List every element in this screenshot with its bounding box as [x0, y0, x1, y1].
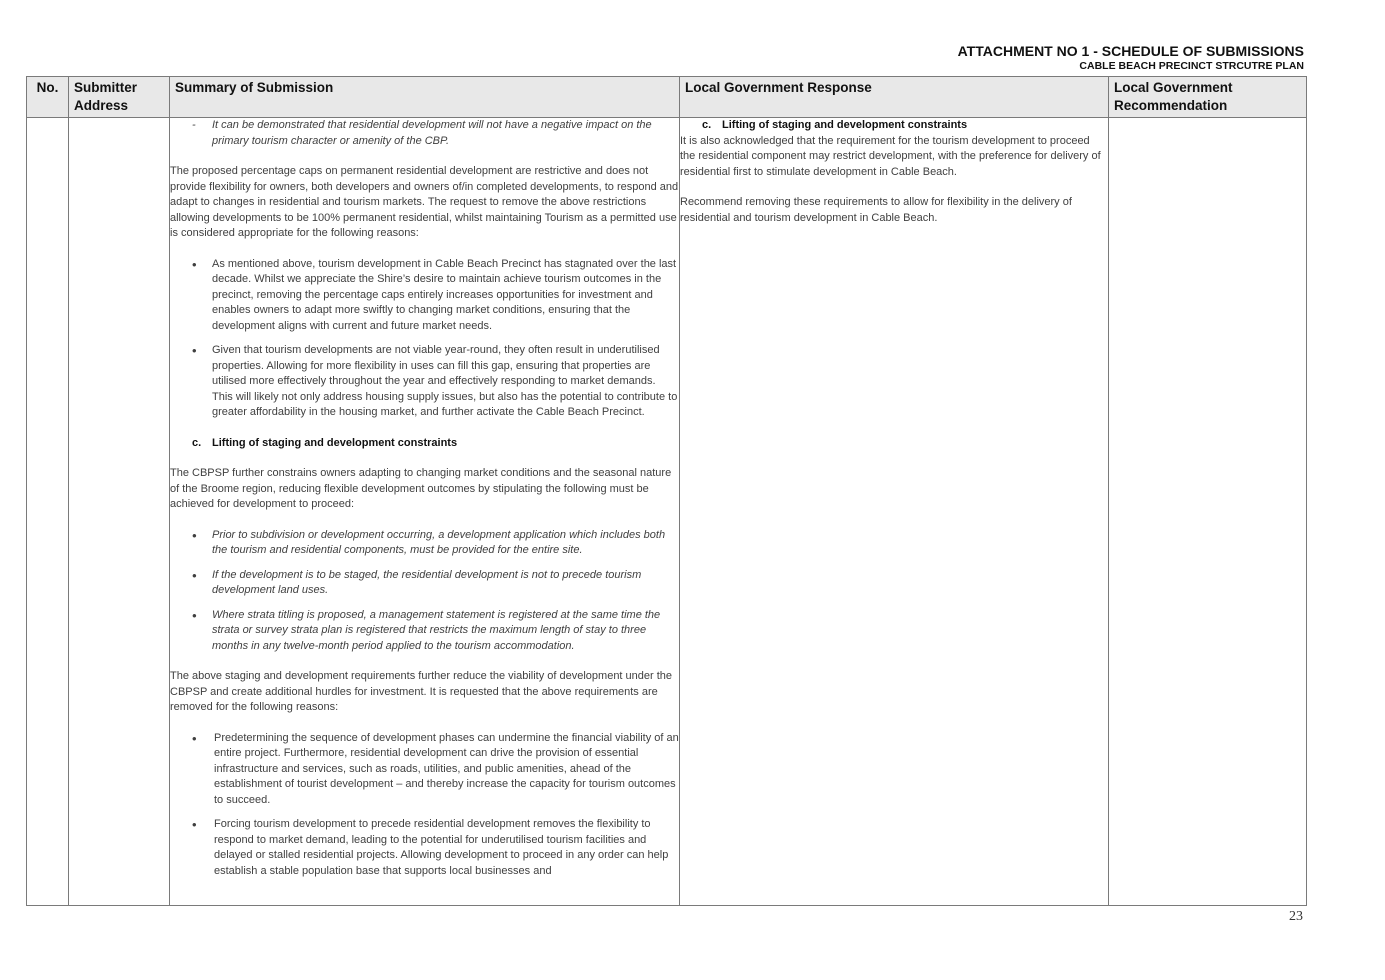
summary-paragraph-2: The CBPSP further constrains owners adapting to changing market conditions and the seasonal nature of the Broome region, reducing flexible development outcomes by stipulating the following must be achieved for development to proceed:	[170, 467, 672, 510]
recommendation-cell	[1109, 118, 1307, 906]
no-cell	[27, 118, 69, 906]
col-header-submitter: Submitter Address	[69, 77, 170, 118]
list-item: • Given that tourism developments are not viable year-round, they often result in underutilised properties. Allowing for more flexibility in uses can fill this gap, ensuring that properties are utilised more effectively throughout the year and effectively responding to market demands. This will likely not only address housing supply issues, but also has the potential to contribute to greater affordability in the housing market, and further activate the Cable Beach Precinct.	[170, 343, 679, 421]
bullet-list-3	[170, 731, 679, 880]
subheading-text: Lifting of staging and development constraints	[212, 436, 458, 449]
col-header-no: No.	[27, 77, 69, 118]
summary-subheading	[192, 436, 679, 452]
dash-list	[170, 118, 679, 149]
bullet-list-1	[170, 257, 679, 421]
bullet-list-2	[170, 528, 679, 655]
list-item: - It can be demonstrated that residential development will not have a negative impact on the primary tourism character or amenity of the CBP.	[170, 118, 679, 149]
page-number: 23	[1289, 909, 1303, 924]
document-title	[958, 42, 1304, 73]
table-row	[27, 118, 1307, 906]
subheading-letter: c.	[192, 436, 202, 449]
submitter-cell	[69, 118, 170, 906]
summary-paragraph-3: The above staging and development requirements further reduce the viability of development under the CBPSP and create additional hurdles for investment. It is requested that the above requirements are removed for the following reasons:	[170, 670, 673, 713]
submissions-table	[26, 76, 1307, 906]
summary-paragraph-1: The proposed percentage caps on permanent residential development are restrictive and does not provide flexibility for owners, both developers and owners of/in completed developments, to respond and adapt to changes in residential and tourism markets. The request to remove the above restrictions allowing developments to be 100% permanent residential, whilst maintaining Tourism as a permitted use is considered appropriate for the following reasons:	[170, 165, 679, 239]
table-header-row	[27, 77, 1307, 118]
plan-subtitle: CABLE BEACH PRECINCT STRCUTRE PLAN	[1079, 60, 1304, 72]
list-item: • As mentioned above, tourism development in Cable Beach Precinct has stagnated over the last decade. Whilst we appreciate the Shire’s desire to maintain achieve tourism outcomes in the precinct, removing the percentage caps entirely increases opportunities for investment and enables owners to adapt more swiftly to changing market conditions, ensuring that the development aligns with current and future market needs.	[170, 257, 679, 335]
col-header-response: Local Government Response	[680, 77, 1109, 118]
subheading-letter: c.	[702, 119, 712, 131]
response-cell	[680, 118, 1109, 906]
list-item: • Prior to subdivision or development occurring, a development application which includes both the tourism and residential components, must be provided for the entire site.	[170, 528, 679, 559]
response-subheading	[702, 118, 1108, 134]
attachment-title: ATTACHMENT NO 1 - SCHEDULE OF SUBMISSIONS	[957, 43, 1304, 59]
subheading-text: Lifting of staging and development constraints	[722, 119, 968, 131]
list-item: • If the development is to be staged, the residential development is not to precede tourism development land uses.	[170, 568, 679, 599]
response-paragraph-1: It is also acknowledged that the requirement for the tourism development to proceed the residential component may restrict development, with the preference for delivery of residential first to stimulate development in Cable Beach.	[680, 134, 1101, 178]
list-item: • Where strata titling is proposed, a management statement is registered at the same time the strata or survey strata plan is registered that restricts the maximum length of stay to three months in any twelve-month period applied to the tourism accommodation.	[170, 608, 679, 655]
response-paragraph-2: Recommend removing these requirements to allow for flexibility in the delivery of residential and tourism development in Cable Beach.	[680, 196, 1072, 224]
col-header-summary: Summary of Submission	[170, 77, 680, 118]
list-item: • Forcing tourism development to precede residential development removes the flexibility to respond to market demand, leading to the potential for underutilised tourism facilities and delayed or stalled residential projects. Allowing development to proceed in any order can help establish a stable population base that supports local businesses and	[170, 817, 679, 879]
col-header-recommendation: Local Government Recommendation	[1109, 77, 1307, 118]
summary-cell	[170, 118, 680, 906]
list-item: • Predetermining the sequence of development phases can undermine the financial viability of an entire project. Furthermore, residential development can drive the provision of essential infrastructure and services, such as roads, utilities, and public amenities, ahead of the establishment of tourist development – and thereby increase the capacity for tourism outcomes to succeed.	[170, 731, 679, 809]
